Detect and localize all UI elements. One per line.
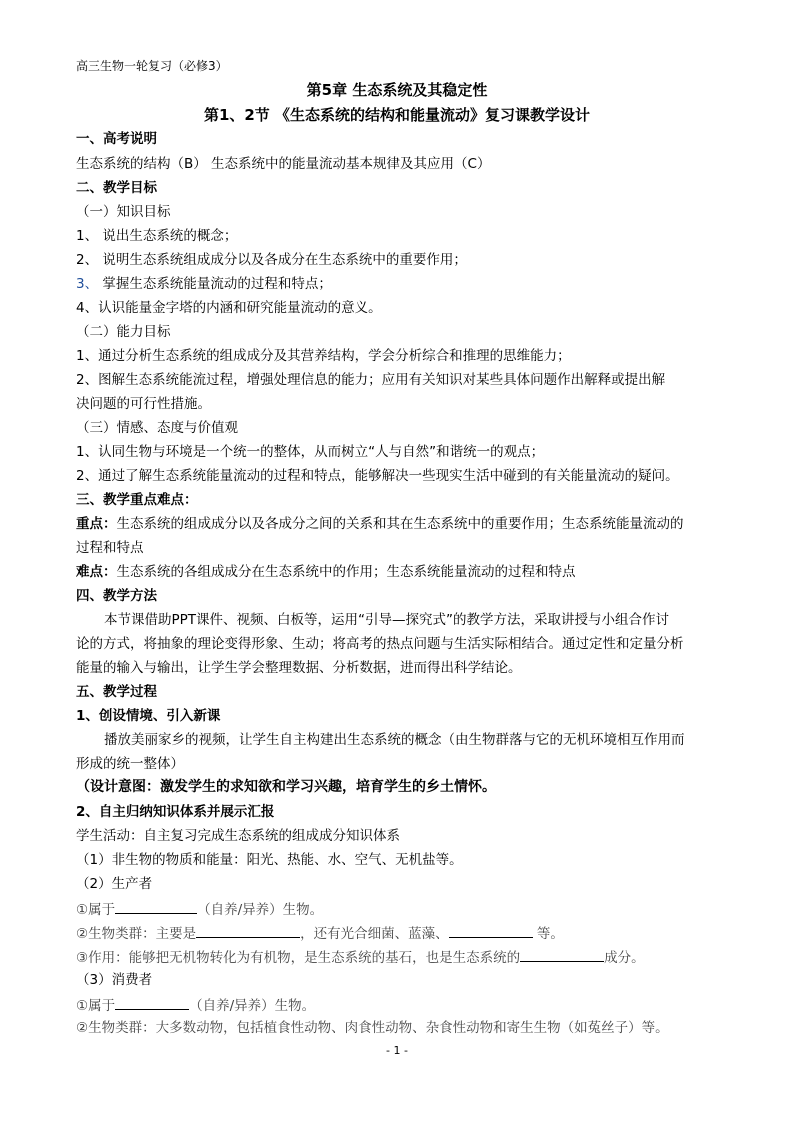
consumer-item-2: ②生物类群：大多数动物，包括植食性动物、肉食性动物、杂食性动物和寄生生物（如菟丝子）等。 <box>76 1020 669 1036</box>
producer-item-2 <box>76 923 564 943</box>
ability-goal-2-line-2: 决问题的可行性措施。 <box>76 396 211 412</box>
consumer-item-1 <box>76 995 315 1015</box>
exam-description: 生态系统的结构（B） 生态系统中的能量流动基本规律及其应用（C） <box>76 156 491 172</box>
producer-type-blank[interactable] <box>115 899 197 914</box>
producer-item-2-middle: ，还有光合细菌、蓝藻、 <box>300 926 449 942</box>
producer-item-3 <box>76 947 645 967</box>
section-5-heading: 五、教学过程 <box>76 684 157 700</box>
component-1: （1）非生物的物质和能量：阳光、热能、水、空气、无机盐等。 <box>76 852 463 868</box>
method-paragraph-line-1: 本节课借助PPT课件、视频、白板等，运用“引导—探究式”的教学方法，采取讲授与小组合作讨 <box>104 612 670 628</box>
ability-goal-1: 1、通过分析生态系统的组成成分及其营养结构，学会分析综合和推理的思维能力； <box>76 348 571 364</box>
consumer-type-blank[interactable] <box>115 995 189 1010</box>
emotion-goals-heading: （三）情感、态度与价值观 <box>76 420 238 436</box>
section-1-heading: 一、高考说明 <box>76 131 157 147</box>
knowledge-goal-2: 2、 说明生态系统组成成分以及各成分在生态系统中的重要作用； <box>76 252 467 268</box>
emotion-goal-1: 1、认同生物与环境是一个统一的整体，从而树立“人与自然”和谐统一的观点； <box>76 444 545 460</box>
student-activity: 学生活动：自主复习完成生态系统的组成成分知识体系 <box>76 828 400 844</box>
lesson-subtitle: 第1、2节 《生态系统的结构和能量流动》复习课教学设计 <box>203 106 591 124</box>
emotion-goal-2: 2、通过了解生态系统能量流动的过程和特点，能够解决一些现实生活中碰到的有关能量流动的疑问。 <box>76 468 679 484</box>
difficult-points-text: 生态系统的各组成成分在生态系统中的作用；生态系统能量流动的过程和特点 <box>116 564 576 580</box>
ability-goals-heading: （二）能力目标 <box>76 324 171 340</box>
knowledge-goal-3 <box>76 275 332 293</box>
difficult-points <box>76 563 576 581</box>
knowledge-goal-3-number: 3、 <box>76 276 99 292</box>
component-3-heading: （3）消费者 <box>76 972 153 988</box>
consumer-item-1-prefix: ①属于 <box>76 998 116 1014</box>
step-1-text-line-1: 播放美丽家乡的视频，让学生自主构建出生态系统的概念（由生物群落与它的无机环境相互作用而 <box>104 732 685 748</box>
page-number: - 1 - <box>386 1044 408 1057</box>
header-text: 高三生物一轮复习（必修3） <box>76 59 228 73</box>
producer-item-2-prefix: ②生物类群：主要是 <box>76 926 197 942</box>
section-3-heading: 三、教学重点难点： <box>76 492 198 508</box>
producer-item-3-suffix: 成分。 <box>604 950 645 966</box>
knowledge-goals-heading: （一）知识目标 <box>76 204 171 220</box>
section-2-heading: 二、教学目标 <box>76 180 157 196</box>
method-paragraph-line-2: 论的方式，将抽象的理论变得形象、生动；将高考的热点问题与生活实际相结合。通过定性和定量分析 <box>76 636 684 652</box>
design-intent: （设计意图：激发学生的求知欲和学习兴趣，培育学生的乡土情怀。 <box>76 779 496 795</box>
step-1-text-line-2: 形成的统一整体） <box>76 756 184 772</box>
key-points-line-2: 过程和特点 <box>76 540 144 556</box>
producer-other-group-blank[interactable] <box>449 923 533 938</box>
method-paragraph-line-3: 能量的输入与输出，让学生学会整理数据、分析数据，进而得出科学结论。 <box>76 660 522 676</box>
consumer-item-1-suffix: （自养/异养）生物。 <box>189 998 316 1014</box>
ability-goal-2-line-1: 2、图解生态系统能流过程，增强处理信息的能力；应用有关知识对某些具体问题作出解释或提出解 <box>76 372 666 388</box>
key-points-label: 重点： <box>76 516 117 532</box>
producer-role-blank[interactable] <box>520 947 604 962</box>
section-4-heading: 四、教学方法 <box>76 588 157 604</box>
producer-item-1-prefix: ①属于 <box>76 902 116 918</box>
key-points-text: 生态系统的组成成分以及各成分之间的关系和其在生态系统中的重要作用；生态系统能量流动的 <box>116 516 684 532</box>
knowledge-goal-1: 1、 说出生态系统的概念； <box>76 228 238 244</box>
difficult-points-label: 难点： <box>76 564 117 580</box>
producer-main-group-blank[interactable] <box>196 923 300 938</box>
step-1-heading: 1、创设情境、引入新课 <box>76 708 221 724</box>
knowledge-goal-4: 4、认识能量金字塔的内涵和研究能量流动的意义。 <box>76 300 382 316</box>
producer-item-2-suffix: 等。 <box>532 926 564 942</box>
chapter-title: 第5章 生态系统及其稳定性 <box>306 81 488 99</box>
component-2-heading: （2）生产者 <box>76 876 153 892</box>
producer-item-1-suffix: （自养/异养）生物。 <box>197 902 324 918</box>
key-points-line-1 <box>76 515 684 533</box>
step-2-heading: 2、自主归纳知识体系并展示汇报 <box>76 804 275 820</box>
knowledge-goal-3-text: 掌握生态系统能量流动的过程和特点； <box>98 276 332 292</box>
producer-item-1 <box>76 899 323 919</box>
producer-item-3-prefix: ③作用：能够把无机物转化为有机物，是生态系统的基石，也是生态系统的 <box>76 950 521 966</box>
